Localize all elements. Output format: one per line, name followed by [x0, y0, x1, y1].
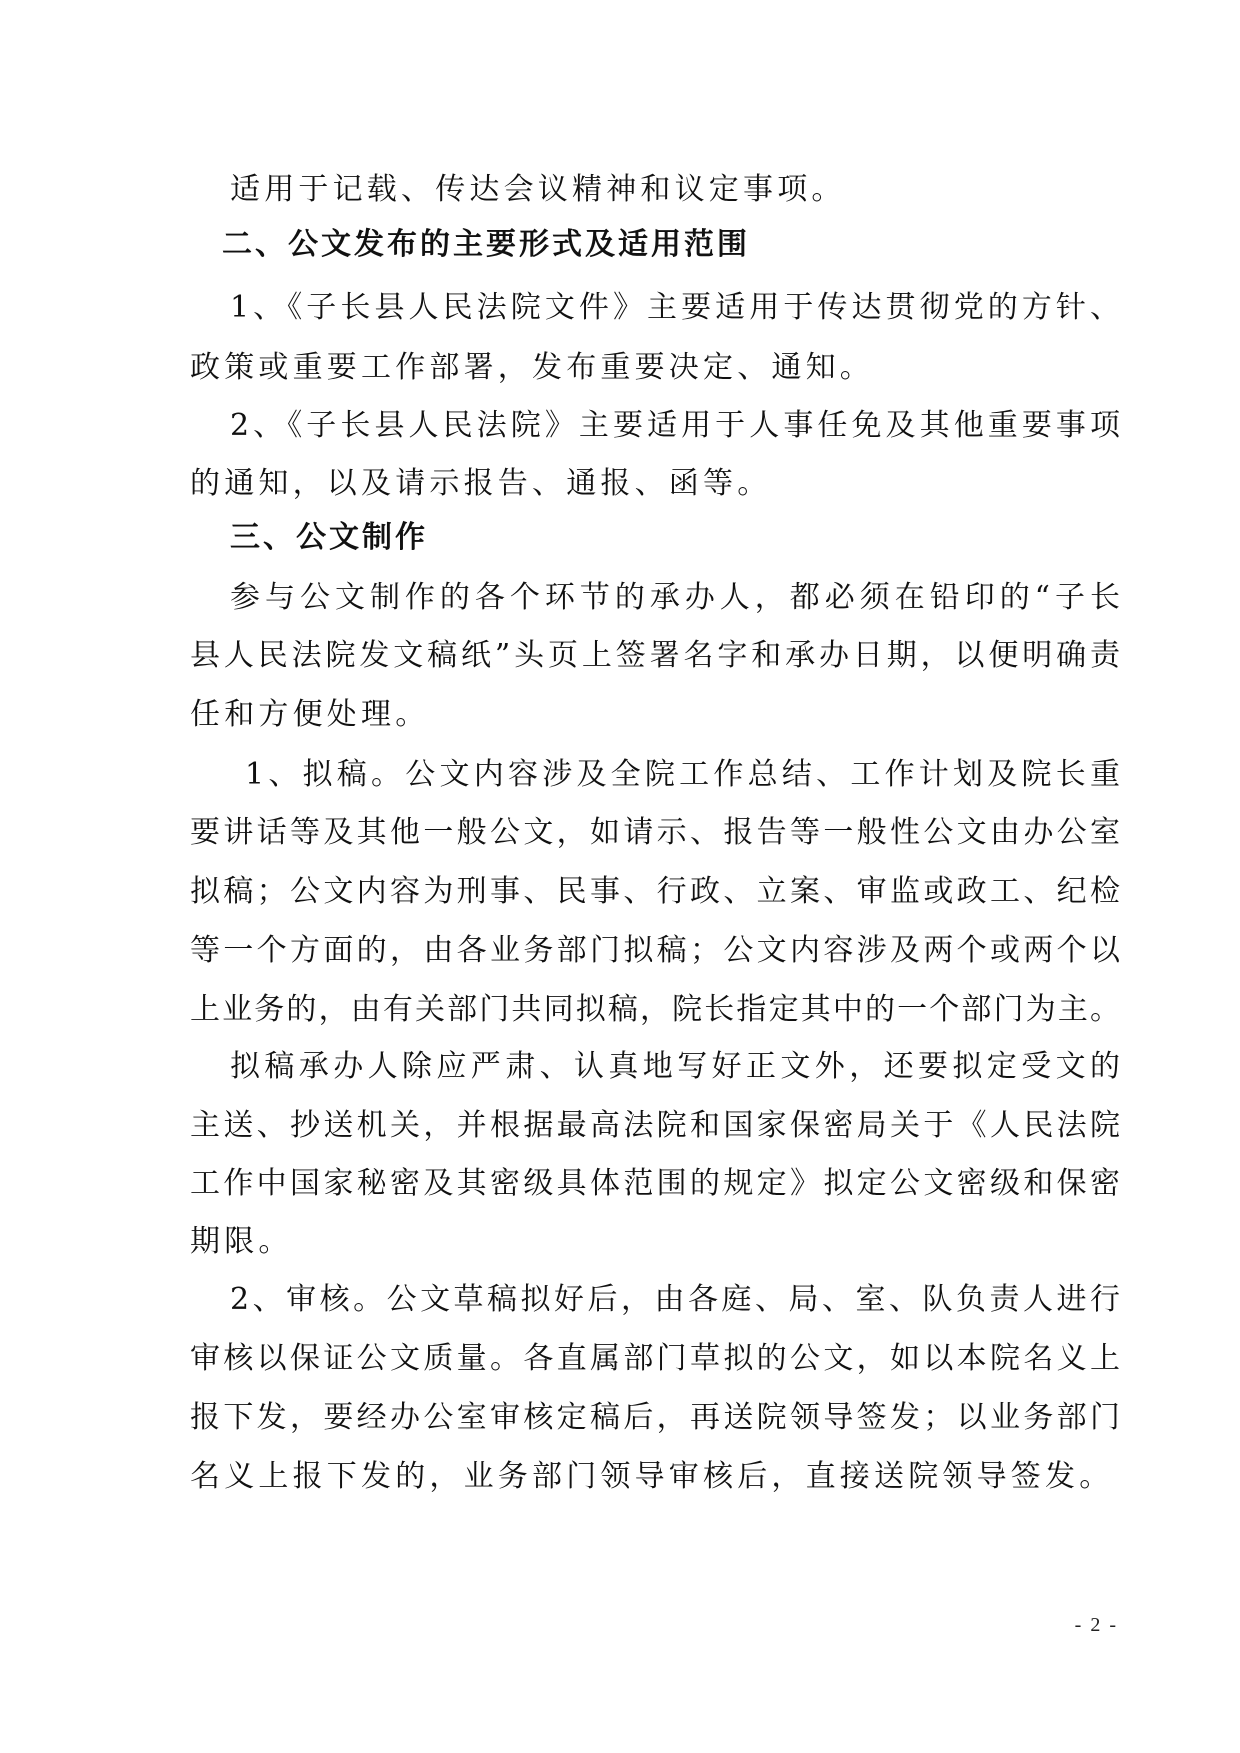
body-line: 1、《子长县人民法院文件》主要适用于传达贯彻党的方针、: [230, 290, 1120, 325]
section-heading: 二、公文发布的主要形式及适用范围: [222, 227, 750, 262]
body-line: 适用于记载、传达会议精神和议定事项。: [230, 172, 846, 207]
body-line: 要讲话等及其他一般公文，如请示、报告等一般性公文由办公室: [190, 815, 1120, 850]
body-line: 期限。: [190, 1224, 293, 1259]
page-number: - 2 -: [1074, 1614, 1118, 1636]
body-line: 报下发，要经办公室审核定稿后，再送院领导签发；以业务部门: [190, 1400, 1120, 1435]
body-line: 审核以保证公文质量。各直属部门草拟的公文，如以本院名义上: [190, 1341, 1120, 1376]
body-line: 2、《子长县人民法院》主要适用于人事任免及其他重要事项: [230, 408, 1120, 443]
body-line: 政策或重要工作部署，发布重要决定、通知。: [190, 350, 874, 385]
body-line: 县人民法院发文稿纸”头页上签署名字和承办日期，以便明确责: [190, 638, 1120, 673]
body-line: 拟稿承办人除应严肃、认真地写好正文外，还要拟定受文的: [230, 1049, 1120, 1084]
body-line: 任和方便处理。: [190, 697, 430, 732]
body-line: 参与公文制作的各个环节的承办人，都必须在铅印的“子长: [230, 580, 1120, 615]
body-line: 拟稿；公文内容为刑事、民事、行政、立案、审监或政工、纪检: [190, 874, 1120, 909]
body-line: 工作中国家秘密及其密级具体范围的规定》拟定公文密级和保密: [190, 1166, 1120, 1201]
section-heading: 三、公文制作: [230, 520, 428, 555]
body-line: 等一个方面的，由各业务部门拟稿；公文内容涉及两个或两个以: [190, 933, 1120, 968]
body-line: 主送、抄送机关，并根据最高法院和国家保密局关于《人民法院: [190, 1108, 1120, 1143]
body-line: 名义上报下发的，业务部门领导审核后，直接送院领导签发。: [190, 1459, 1114, 1494]
body-line: 1、拟稿。公文内容涉及全院工作总结、工作计划及院长重: [245, 757, 1120, 792]
body-line: 上业务的，由有关部门共同拟稿，院长指定其中的一个部门为主。: [190, 992, 1120, 1027]
body-line: 2、审核。公文草稿拟好后，由各庭、局、室、队负责人进行: [230, 1282, 1120, 1317]
body-line: 的通知，以及请示报告、通报、函等。: [190, 466, 772, 501]
